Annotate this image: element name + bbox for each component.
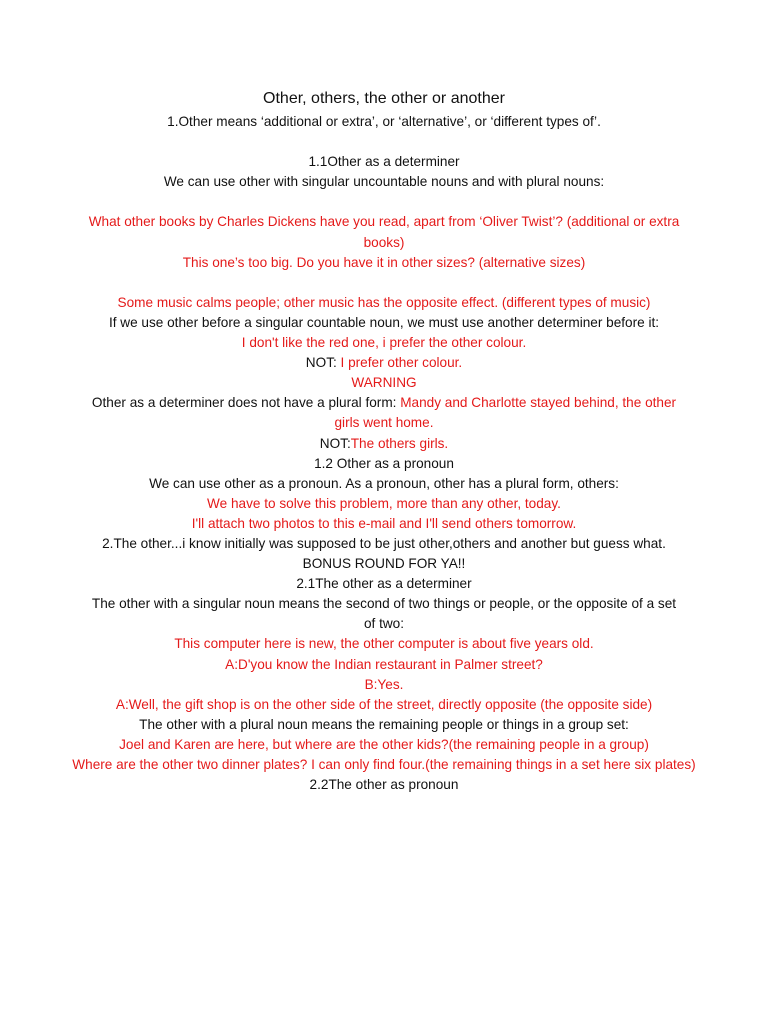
example-text: This computer here is new, the other computer is about five years old. [174, 636, 594, 652]
example-text: What other books by Charles Dickens have you read, apart from ‘Oliver Twist’? (additional or extra books) [88, 214, 680, 250]
example-text: Mandy and Charlotte stayed behind, the other girls went home. [334, 395, 677, 431]
paragraph-line [88, 293, 680, 313]
paragraph-line [88, 373, 680, 393]
paragraph-line [88, 313, 680, 333]
explanation-text: The other with a singular noun means the second of two things or people, or the opposite of a set of two: [91, 596, 677, 632]
example-text: I prefer other colour. [340, 355, 463, 371]
explanation-text: NOT: [305, 355, 341, 371]
paragraph-line [88, 634, 680, 654]
explanation-text: 2.The other...i know initially was supposed to be just other,others and another but guess what. [102, 535, 666, 551]
paragraph-line [88, 514, 680, 534]
example-text: Where are the other two dinner plates? I can only find four.(the remaining things in a set here six plates) [72, 757, 696, 772]
document-page [72, 86, 696, 795]
example-text: WARNING [351, 375, 417, 391]
explanation-text: 1.2 Other as a pronoun [314, 455, 454, 471]
example-text: A:Well, the gift shop is on the other side of the street, directly opposite (the opposite side) [115, 696, 653, 712]
paragraph-line [88, 775, 680, 795]
paragraph-line [66, 695, 702, 715]
paragraph-line [88, 474, 680, 494]
example-text: I'll attach two photos to this e-mail and I'll send others tomorrow. [191, 515, 577, 531]
document-title: Other, others, the other or another [263, 90, 505, 107]
paragraph-line [88, 655, 680, 675]
paragraph-line [66, 755, 702, 775]
example-text: Joel and Karen are here, but where are the other kids?(the remaining people in a group) [119, 736, 649, 752]
paragraph-line [88, 353, 680, 373]
explanation-text: 1.1Other as a determiner [308, 154, 460, 170]
example-text: B:Yes. [364, 676, 404, 692]
paragraph-line [88, 735, 680, 755]
paragraph-line [88, 454, 680, 474]
explanation-text: If we use other before a singular countable noun, we must use another determiner before it: [108, 314, 660, 330]
explanation-text: We can use other as a pronoun. As a pronoun, other has a plural form, others: [149, 475, 619, 491]
paragraph-line [88, 172, 680, 192]
explanation-text: 2.1The other as a determiner [296, 576, 472, 592]
explanation-text: We can use other with singular uncountable nouns and with plural nouns: [163, 174, 605, 190]
document-body [72, 112, 696, 795]
paragraph-line [88, 534, 680, 554]
explanation-text: The other with a plural noun means the remaining people or things in a group set: [139, 716, 629, 732]
example-text: We have to solve this problem, more than any other, today. [207, 495, 561, 511]
blank-line [88, 273, 680, 293]
paragraph-line [88, 393, 680, 433]
paragraph-line [88, 212, 680, 252]
explanation-text: 2.2The other as pronoun [309, 777, 459, 793]
example-text: I don't like the red one, i prefer the other colour. [241, 335, 527, 351]
explanation-text: Other as a determiner does not have a plural form: [91, 395, 401, 411]
explanation-text: 1.Other means ‘additional or extra’, or ‘alternative’, or ‘different types of’. [167, 114, 601, 129]
example-text: The others girls. [350, 435, 449, 451]
paragraph-line [88, 494, 680, 514]
example-text: This one’s too big. Do you have it in other sizes? (alternative sizes) [182, 254, 586, 270]
blank-line [88, 132, 680, 152]
paragraph-line [88, 253, 680, 273]
paragraph-line [88, 594, 680, 634]
paragraph-line [88, 675, 680, 695]
blank-line [88, 192, 680, 212]
paragraph-line [88, 152, 680, 172]
explanation-text: BONUS ROUND FOR YA!! [302, 556, 466, 572]
example-text: A:D'you know the Indian restaurant in Palmer street? [225, 656, 543, 672]
explanation-text: NOT: [319, 435, 351, 451]
paragraph-line [66, 715, 702, 735]
paragraph-line [88, 434, 680, 454]
example-text: Some music calms people; other music has the opposite effect. (different types of music) [117, 294, 651, 310]
paragraph-line [88, 554, 680, 574]
paragraph-line [88, 333, 680, 353]
paragraph-line [88, 112, 680, 132]
paragraph-line [88, 574, 680, 594]
